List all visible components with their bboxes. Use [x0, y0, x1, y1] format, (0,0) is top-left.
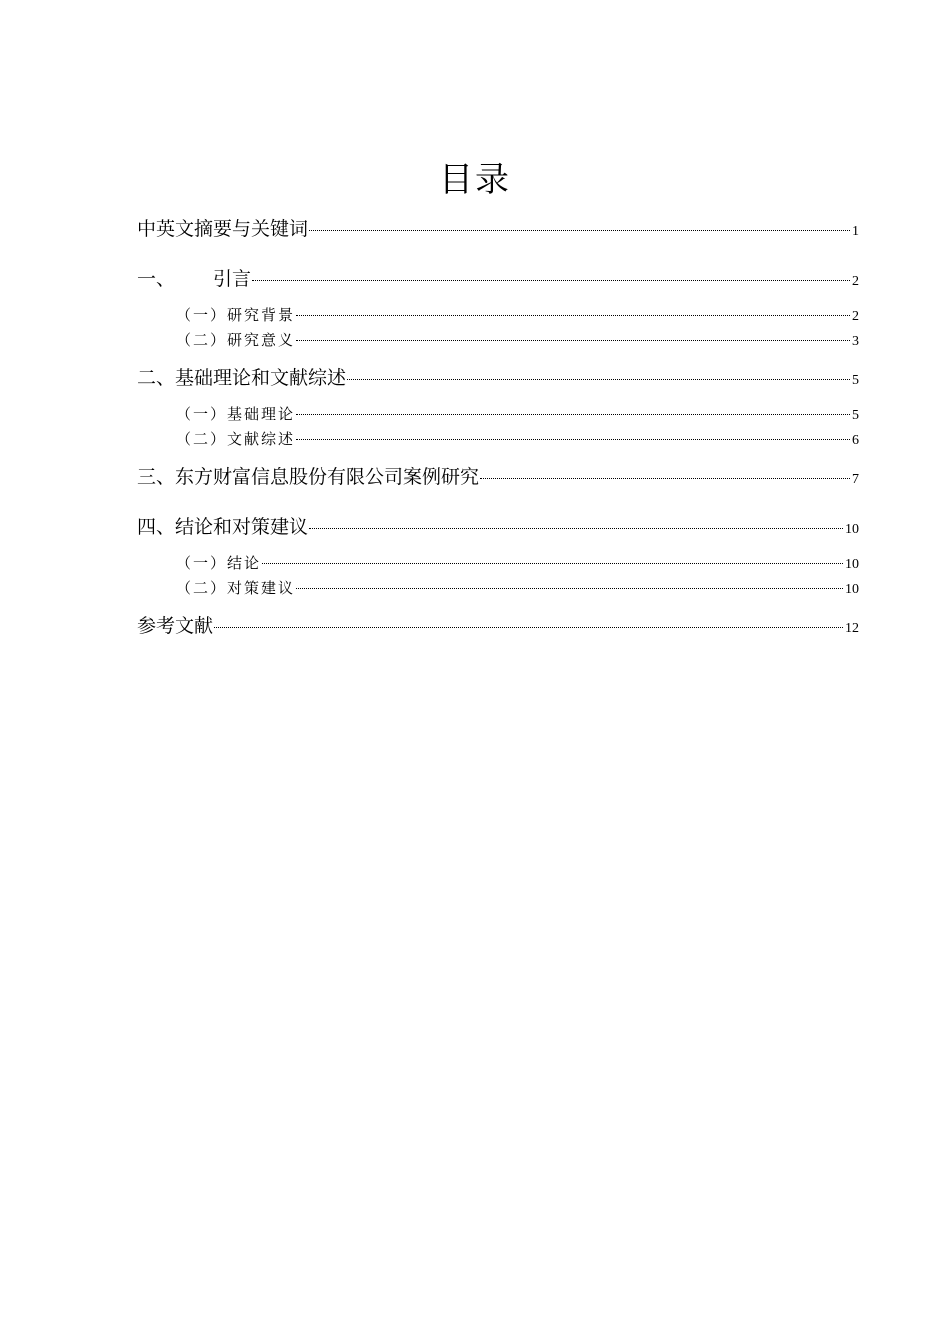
toc-page-number: 5 — [852, 408, 859, 423]
toc-leader — [347, 379, 850, 380]
toc-leader — [309, 230, 850, 231]
toc-leader — [296, 439, 850, 440]
toc-leader — [296, 588, 843, 589]
toc-entry-introduction[interactable] — [137, 264, 859, 294]
toc-entry-conclusion[interactable] — [176, 551, 859, 575]
toc-page-number: 10 — [845, 522, 859, 537]
toc-entry-literature-review[interactable] — [176, 427, 859, 451]
toc-entry-label: （二）对策建议 — [176, 579, 296, 597]
toc-leader — [480, 478, 850, 479]
toc-entry-basic-theory[interactable] — [176, 402, 859, 426]
toc-leader — [296, 315, 850, 316]
toc-page-number: 2 — [852, 274, 859, 289]
toc-entry-abstract[interactable] — [137, 214, 859, 244]
toc-entry-theory-review[interactable] — [137, 363, 859, 393]
toc-entry-conclusion-suggestions[interactable] — [137, 512, 859, 542]
toc-page-number: 10 — [845, 582, 859, 597]
toc-entry-label: （二）文献综述 — [176, 430, 296, 448]
toc-entry-label: （一）结论 — [176, 554, 262, 572]
toc-entry-number: 一、 — [137, 268, 176, 290]
page-title: 目录 — [439, 160, 511, 200]
toc-entry-label: （一）基础理论 — [176, 405, 296, 423]
toc-entry-label: （二）研究意义 — [176, 331, 296, 349]
toc-page-number: 5 — [852, 373, 859, 388]
toc-entry-case-study[interactable] — [137, 462, 859, 492]
toc-page-number: 12 — [845, 621, 859, 636]
toc-entry-label: 二、基础理论和文献综述 — [137, 367, 347, 389]
toc-entry-label: 中英文摘要与关键词 — [137, 218, 309, 240]
toc-leader — [296, 340, 850, 341]
toc-entry-label: （一）研究背景 — [176, 306, 296, 324]
toc-entry-label: 参考文献 — [137, 615, 214, 637]
toc-entry-label — [137, 264, 251, 294]
toc-leader — [252, 280, 850, 281]
toc-page-number: 2 — [852, 309, 859, 324]
toc-entry-research-background[interactable] — [176, 303, 859, 327]
toc-page-number: 10 — [845, 557, 859, 572]
toc-leader — [296, 414, 850, 415]
toc-leader — [214, 627, 843, 628]
toc-entry-label: 四、结论和对策建议 — [137, 516, 309, 538]
toc-entry-text: 引言 — [213, 268, 252, 290]
toc-entry-references[interactable] — [137, 611, 859, 641]
toc-page-number: 7 — [852, 472, 859, 487]
toc-entry-label: 三、东方财富信息股份有限公司案例研究 — [137, 466, 480, 488]
toc-entry-suggestions[interactable] — [176, 576, 859, 600]
toc-leader — [309, 528, 843, 529]
toc-leader — [262, 563, 843, 564]
toc-entry-research-significance[interactable] — [176, 328, 859, 352]
toc-page-number: 3 — [852, 334, 859, 349]
toc-page-number: 1 — [852, 224, 859, 239]
toc-page-number: 6 — [852, 433, 859, 448]
